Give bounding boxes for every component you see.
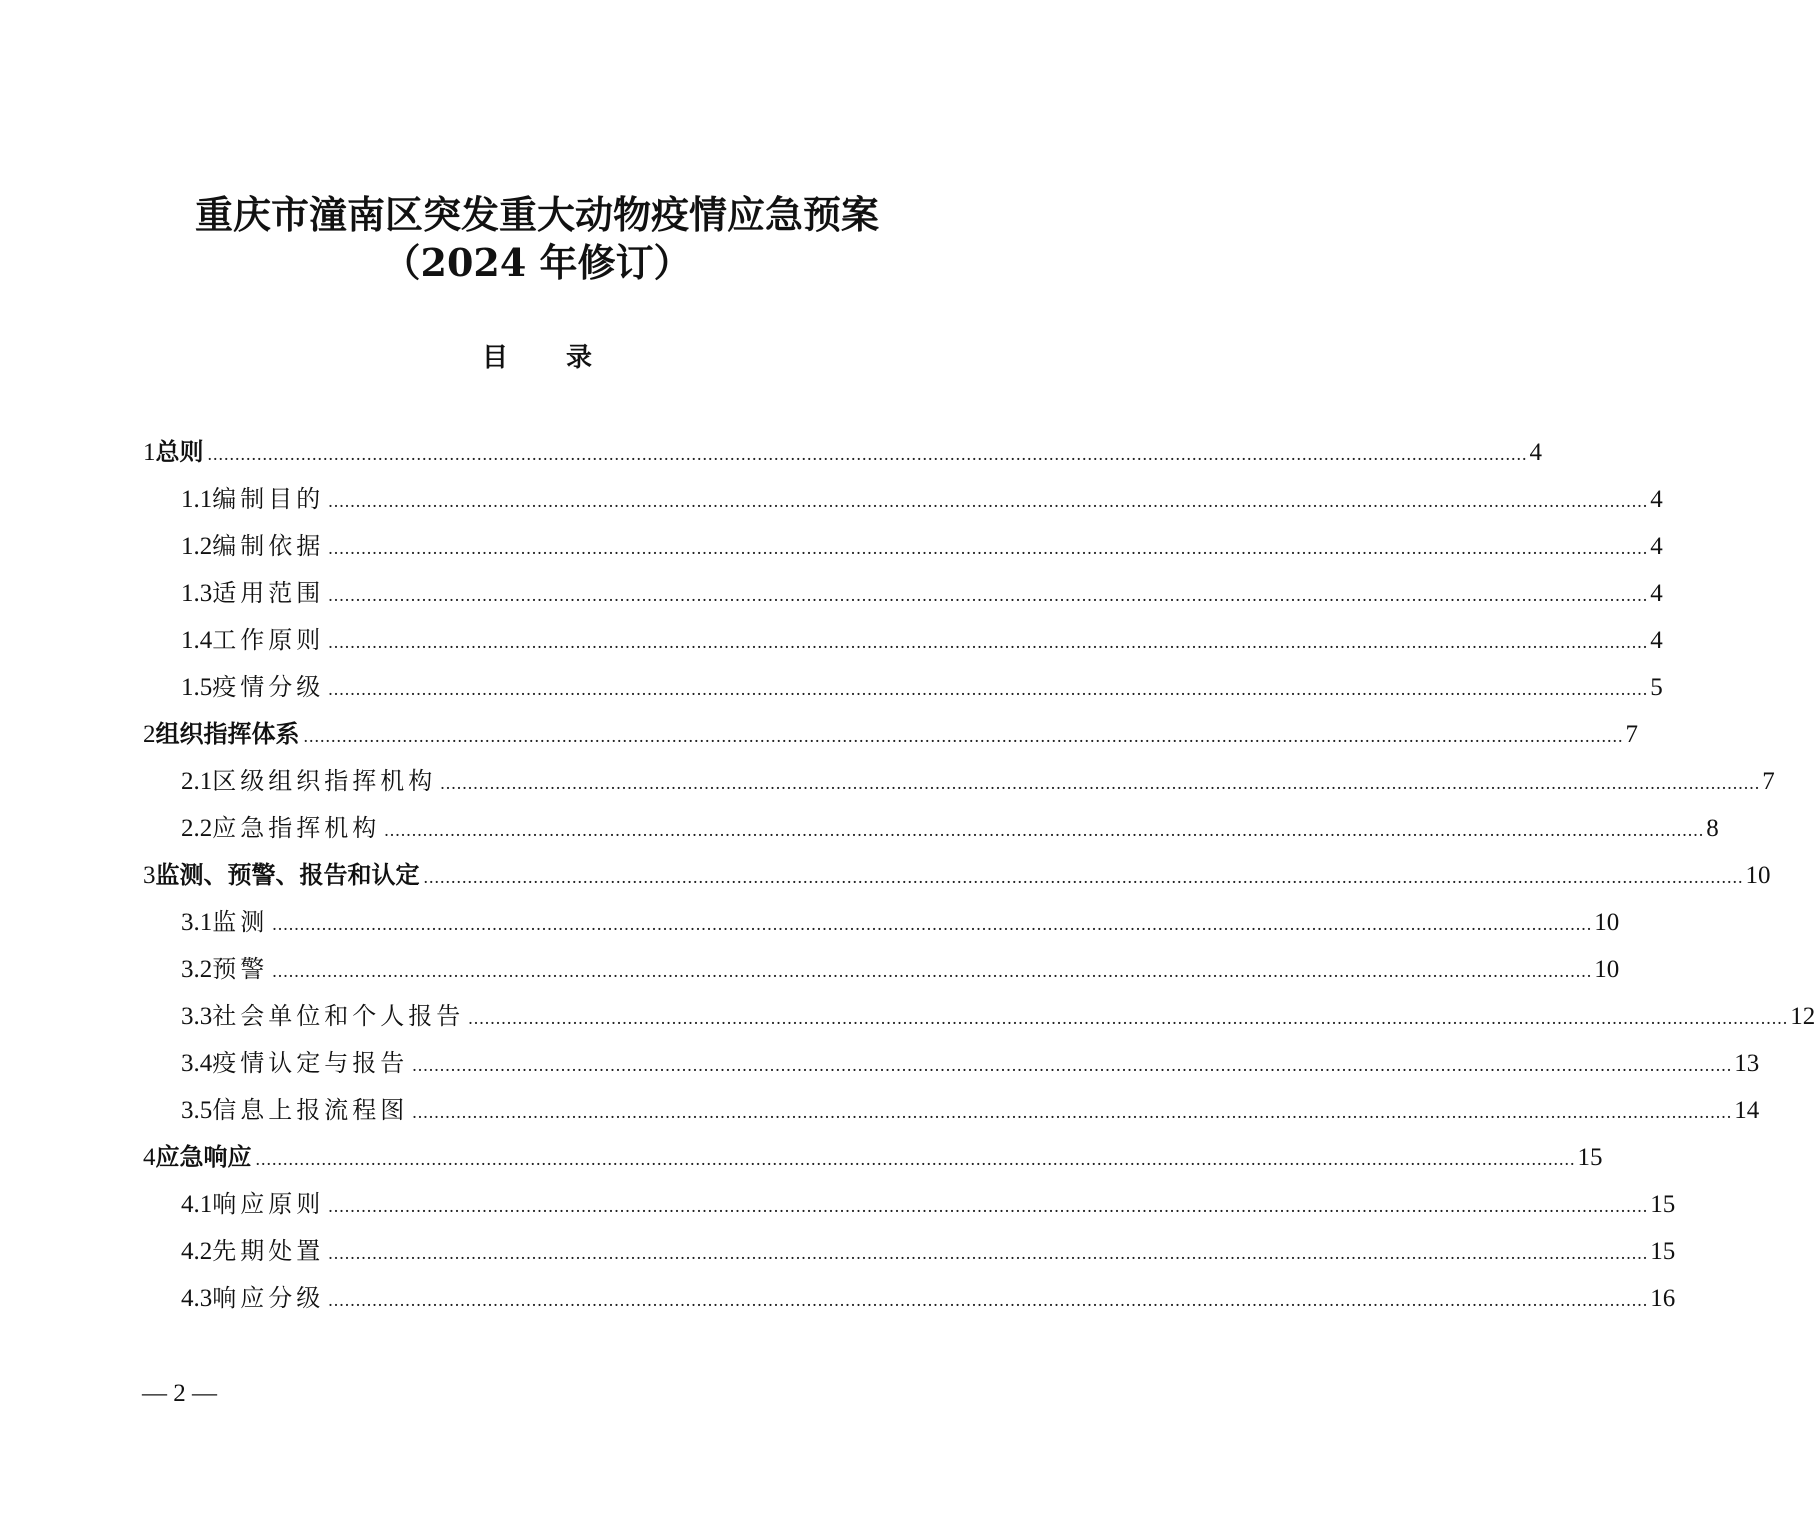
toc-entry[interactable] — [181, 620, 1663, 660]
toc-entry-title: 应急指挥机构 — [212, 814, 381, 842]
toc-entry[interactable] — [143, 432, 1542, 472]
toc-entry-number: 4.3 — [181, 1285, 213, 1312]
toc-entry-number: 3.5 — [181, 1097, 213, 1124]
toc-entry-page: 4 — [1650, 627, 1663, 654]
toc-entry-page: 15 — [1577, 1144, 1603, 1171]
toc-entry-number: 2.2 — [181, 815, 213, 842]
toc-leader-dots: ................................................................................................................................................................................................................................................ — [423, 867, 1744, 887]
toc-entry-page: 10 — [1594, 956, 1620, 983]
toc-entry[interactable] — [181, 1043, 1760, 1083]
toc-entry-number: 4.2 — [181, 1238, 213, 1265]
toc-entry-number: 1 — [143, 439, 156, 466]
toc-leader-dots: ................................................................................................................................................................................................................................................ — [328, 538, 1649, 558]
toc-leader-dots: ................................................................................................................................................................................................................................................ — [328, 491, 1649, 511]
toc-entry-page: 16 — [1650, 1285, 1676, 1312]
toc-entry-page: 13 — [1734, 1050, 1760, 1077]
toc-entry-title: 监测 — [212, 908, 269, 936]
toc-entry[interactable] — [181, 996, 1815, 1036]
toc-leader-dots: ................................................................................................................................................................................................................................................ — [255, 1149, 1576, 1169]
toc-entry[interactable] — [181, 1231, 1676, 1271]
toc-leader-dots: ................................................................................................................................................................................................................................................ — [272, 961, 1593, 981]
toc-leader-dots: ................................................................................................................................................................................................................................................ — [328, 1196, 1649, 1216]
toc-entry-page: 4 — [1650, 580, 1663, 607]
toc-entry-title: 组织指挥体系 — [155, 720, 300, 748]
toc-leader-dots: ................................................................................................................................................................................................................................................ — [328, 632, 1649, 652]
toc-entry-number: 3.3 — [181, 1003, 213, 1030]
toc-entry-page: 5 — [1650, 674, 1663, 701]
toc-entry-number: 1.1 — [181, 486, 213, 513]
toc-entry-title: 社会单位和个人报告 — [212, 1002, 465, 1030]
toc-entry[interactable] — [143, 1137, 1603, 1177]
toc-entry[interactable] — [181, 1184, 1676, 1224]
toc-leader-dots: ................................................................................................................................................................................................................................................ — [412, 1102, 1733, 1122]
toc-entry[interactable] — [143, 714, 1638, 754]
toc-leader-dots: ................................................................................................................................................................................................................................................ — [384, 820, 1705, 840]
toc-leader-dots: ................................................................................................................................................................................................................................................ — [272, 914, 1593, 934]
toc-entry[interactable] — [181, 949, 1620, 989]
toc-entry-number: 1.3 — [181, 580, 213, 607]
toc-entry-number: 3 — [143, 862, 156, 889]
toc-entry-number: 3.4 — [181, 1050, 213, 1077]
toc-entry-title: 编制目的 — [212, 485, 325, 513]
document-subtitle: （2024 年修订） — [382, 240, 692, 285]
toc-leader-dots: ................................................................................................................................................................................................................................................ — [328, 679, 1649, 699]
toc-entry[interactable] — [181, 526, 1663, 566]
toc-leader-dots: ................................................................................................................................................................................................................................................ — [412, 1055, 1733, 1075]
toc-entry-number: 1.4 — [181, 627, 213, 654]
toc-entry[interactable] — [181, 1278, 1676, 1318]
toc-entry-page: 8 — [1706, 815, 1719, 842]
toc-entry-title: 应急响应 — [155, 1143, 252, 1171]
toc-leader-dots: ................................................................................................................................................................................................................................................ — [328, 1290, 1649, 1310]
toc-entry-number: 1.2 — [181, 533, 213, 560]
toc-entry-page: 15 — [1650, 1238, 1676, 1265]
toc-entry-title: 适用范围 — [212, 579, 325, 607]
toc-entry-title: 区级组织指挥机构 — [212, 767, 437, 795]
toc-entry-title: 信息上报流程图 — [212, 1096, 409, 1124]
toc-entry-title: 先期处置 — [212, 1237, 325, 1265]
toc-entry-page: 14 — [1734, 1097, 1760, 1124]
toc-entry[interactable] — [181, 573, 1663, 613]
toc-entry-number: 4 — [143, 1144, 156, 1171]
toc-entry[interactable] — [181, 667, 1663, 707]
toc-entry-title: 编制依据 — [212, 532, 325, 560]
toc-entry-page: 7 — [1625, 721, 1638, 748]
toc-leader-dots: ................................................................................................................................................................................................................................................ — [440, 773, 1761, 793]
toc-entry[interactable] — [143, 855, 1771, 895]
toc-entry-page: 12 — [1790, 1003, 1815, 1030]
toc-entry-title: 响应原则 — [212, 1190, 325, 1218]
toc-leader-dots: ................................................................................................................................................................................................................................................ — [468, 1008, 1789, 1028]
toc-entry-page: 15 — [1650, 1191, 1676, 1218]
toc-entry-title: 预警 — [212, 955, 269, 983]
toc-entry-title: 疫情分级 — [212, 673, 325, 701]
toc-entry-title: 疫情认定与报告 — [212, 1049, 409, 1077]
toc-entry[interactable] — [181, 479, 1663, 519]
toc-entry-title: 监测、预警、报告和认定 — [155, 861, 420, 889]
toc-entry[interactable] — [181, 902, 1620, 942]
toc-entry[interactable] — [181, 808, 1719, 848]
page-number-footer: — 2 — — [142, 1380, 217, 1407]
toc-entry-page: 4 — [1529, 439, 1542, 466]
toc-entry-page: 4 — [1650, 486, 1663, 513]
toc-entry[interactable] — [181, 761, 1775, 801]
toc-entry-title: 响应分级 — [212, 1284, 325, 1312]
document-title: 重庆市潼南区突发重大动物疫情应急预案 — [194, 192, 879, 237]
toc-heading: 目录 — [481, 343, 650, 373]
toc-leader-dots: ................................................................................................................................................................................................................................................ — [328, 585, 1649, 605]
toc-leader-dots: ................................................................................................................................................................................................................................................ — [328, 1243, 1649, 1263]
toc-leader-dots: ................................................................................................................................................................................................................................................ — [207, 444, 1528, 464]
toc-entry-number: 1.5 — [181, 674, 213, 701]
toc-entry[interactable] — [181, 1090, 1760, 1130]
toc-entry-number: 4.1 — [181, 1191, 213, 1218]
toc-entry-number: 2 — [143, 721, 156, 748]
toc-entry-number: 3.1 — [181, 909, 213, 936]
toc-entry-page: 10 — [1745, 862, 1771, 889]
toc-entry-page: 7 — [1762, 768, 1775, 795]
toc-entry-number: 2.1 — [181, 768, 213, 795]
toc-leader-dots: ................................................................................................................................................................................................................................................ — [303, 726, 1624, 746]
toc-entry-title: 工作原则 — [212, 626, 325, 654]
toc-entry-number: 3.2 — [181, 956, 213, 983]
toc-entry-page: 4 — [1650, 533, 1663, 560]
toc-entry-page: 10 — [1594, 909, 1620, 936]
toc-entry-title: 总则 — [155, 438, 204, 466]
